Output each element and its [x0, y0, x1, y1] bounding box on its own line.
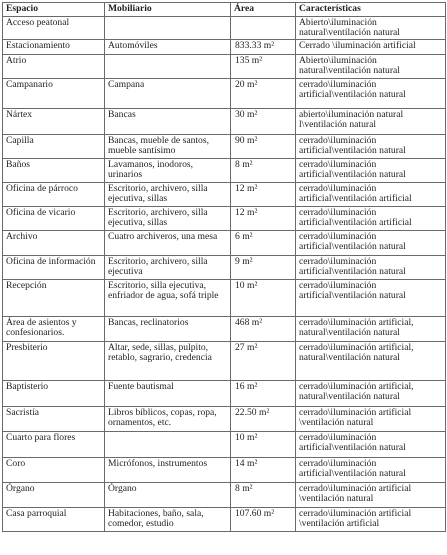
cell-mobiliario: Campana: [105, 78, 231, 108]
cell-area: 16 m²: [231, 380, 296, 406]
cell-mobiliario: Escritorio, archivero, silla ejecutiva, sillas: [105, 182, 231, 206]
cell-caracteristicas: cerrado\iluminación artificial \ventilación natural: [296, 406, 446, 431]
cell-espacio: Recepción: [3, 279, 105, 316]
spaces-table: [2, 2, 446, 532]
cell-espacio: Oficina de información: [3, 255, 105, 279]
cell-espacio: Oficina de vicario: [3, 206, 105, 230]
cell-caracteristicas: cerrado\iluminación artificial\ventilación natural: [296, 78, 446, 108]
table-row: [3, 158, 446, 182]
cell-espacio: Archivo: [3, 230, 105, 255]
cell-mobiliario: Órgano: [105, 482, 231, 507]
cell-area: 8 m²: [231, 158, 296, 182]
cell-area: [231, 17, 296, 40]
table-row: [3, 482, 446, 507]
cell-caracteristicas: cerrado\iluminación artificial, natural\ventilación natural: [296, 380, 446, 406]
table-row: [3, 316, 446, 341]
cell-caracteristicas: cerrado\iluminación artificial\ventilación natural: [296, 158, 446, 182]
table-row: [3, 457, 446, 482]
cell-area: 22.50 m²: [231, 406, 296, 431]
cell-area: 468 m²: [231, 316, 296, 341]
header-mobiliario: Mobiliario: [105, 3, 231, 17]
cell-mobiliario: Micrófonos, instrumentos: [105, 457, 231, 482]
header-area: Área: [231, 3, 296, 17]
cell-espacio: Sacristía: [3, 406, 105, 431]
cell-espacio: Oficina de párroco: [3, 182, 105, 206]
cell-espacio: Casa parroquial: [3, 507, 105, 531]
cell-espacio: Campanario: [3, 78, 105, 108]
cell-espacio: Presbiterio: [3, 341, 105, 380]
header-caracteristicas: Características: [296, 3, 446, 17]
cell-area: 12 m²: [231, 206, 296, 230]
cell-caracteristicas: cerrado\iluminación artificial\ventilación natural: [296, 431, 446, 457]
cell-espacio: Nártex: [3, 108, 105, 134]
table-row: [3, 17, 446, 40]
cell-caracteristicas: cerrado\iluminación artificial\ventilación artificial: [296, 206, 446, 230]
cell-espacio: Baños: [3, 158, 105, 182]
cell-area: 8 m²: [231, 482, 296, 507]
table-row: [3, 431, 446, 457]
cell-caracteristicas: cerrado\iluminación artificial\ventilación natural: [296, 279, 446, 316]
cell-mobiliario: Libros bíblicos, copas, ropa, ornamentos, etc.: [105, 406, 231, 431]
cell-caracteristicas: cerrado\iluminación artificial, natural\ventilación natural: [296, 316, 446, 341]
cell-caracteristicas: Cerrado \iluminación artificial: [296, 39, 446, 54]
cell-area: 90 m²: [231, 134, 296, 158]
cell-caracteristicas: cerrado\iluminación artificial\ventilación natural: [296, 255, 446, 279]
cell-mobiliario: Escritorio, silla ejecutiva, enfriador de agua, sofá triple: [105, 279, 231, 316]
table-row: [3, 406, 446, 431]
table-header-row: [3, 3, 446, 17]
cell-caracteristicas: cerrado\iluminación artificial\ventilación artificial: [296, 182, 446, 206]
cell-espacio: Cuarto para flores: [3, 431, 105, 457]
cell-espacio: Estacionamiento: [3, 39, 105, 54]
cell-caracteristicas: Abierto\iluminación natural\ventilación natural: [296, 54, 446, 78]
table-row: [3, 206, 446, 230]
cell-mobiliario: Automóviles: [105, 39, 231, 54]
table-row: [3, 108, 446, 134]
cell-caracteristicas: cerrado\iluminación artificial\ventilación natural: [296, 230, 446, 255]
cell-area: 20 m²: [231, 78, 296, 108]
cell-espacio: Atrio: [3, 54, 105, 78]
table-row: [3, 380, 446, 406]
cell-mobiliario: Bancas, mueble de santos, mueble santísimo: [105, 134, 231, 158]
cell-area: 6 m²: [231, 230, 296, 255]
cell-area: 107.60 m²: [231, 507, 296, 531]
table-row: [3, 54, 446, 78]
cell-espacio: Baptisterio: [3, 380, 105, 406]
table-body: [3, 17, 446, 532]
cell-area: 135 m²: [231, 54, 296, 78]
cell-caracteristicas: cerrado\iluminación artificial, natural\ventilación natural: [296, 341, 446, 380]
cell-area: 9 m²: [231, 255, 296, 279]
cell-area: 30 m²: [231, 108, 296, 134]
cell-mobiliario: Bancas, reclinatorios: [105, 316, 231, 341]
table-row: [3, 230, 446, 255]
cell-mobiliario: Escritorio, archivero, silla ejecutiva, sillas: [105, 206, 231, 230]
table-row: [3, 507, 446, 531]
cell-mobiliario: Bancas: [105, 108, 231, 134]
cell-area: 27 m²: [231, 341, 296, 380]
cell-area: 14 m²: [231, 457, 296, 482]
cell-espacio: Capilla: [3, 134, 105, 158]
cell-area: 12 m²: [231, 182, 296, 206]
header-espacio: Espacio: [3, 3, 105, 17]
table-row: [3, 39, 446, 54]
cell-espacio: Área de asientos y confesionarios.: [3, 316, 105, 341]
cell-mobiliario: Escritorio, archivero, silla ejecutiva: [105, 255, 231, 279]
table-row: [3, 341, 446, 380]
cell-area: 833.33 m²: [231, 39, 296, 54]
table-row: [3, 78, 446, 108]
cell-caracteristicas: cerrado\iluminación artificial\ventilación natural: [296, 134, 446, 158]
table-row: [3, 182, 446, 206]
cell-caracteristicas: abierto\iluminación natural l\ventilación natural: [296, 108, 446, 134]
table-row: [3, 279, 446, 316]
cell-espacio: Acceso peatonal: [3, 17, 105, 40]
cell-caracteristicas: cerrado\iluminación artificial \ventilación natural: [296, 482, 446, 507]
table-row: [3, 255, 446, 279]
cell-area: 10 m²: [231, 431, 296, 457]
cell-mobiliario: Lavamanos, inodoros, urinarios: [105, 158, 231, 182]
cell-caracteristicas: cerrado\iluminación artificial\ventilación natural: [296, 457, 446, 482]
cell-mobiliario: [105, 431, 231, 457]
table-row: [3, 134, 446, 158]
cell-mobiliario: [105, 54, 231, 78]
cell-caracteristicas: cerrado\iluminación artificial \ventilación artificial: [296, 507, 446, 531]
cell-caracteristicas: Abierto\iluminación natural\ventilación natural: [296, 17, 446, 40]
cell-espacio: Coro: [3, 457, 105, 482]
cell-area: 10 m²: [231, 279, 296, 316]
cell-mobiliario: Altar, sede, sillas, pulpito, retablo, sagrario, credencia: [105, 341, 231, 380]
cell-mobiliario: Fuente bautismal: [105, 380, 231, 406]
cell-mobiliario: [105, 17, 231, 40]
cell-espacio: Órgano: [3, 482, 105, 507]
cell-mobiliario: Habitaciones, baño, sala, comedor, estudio: [105, 507, 231, 531]
cell-mobiliario: Cuatro archiveros, una mesa: [105, 230, 231, 255]
